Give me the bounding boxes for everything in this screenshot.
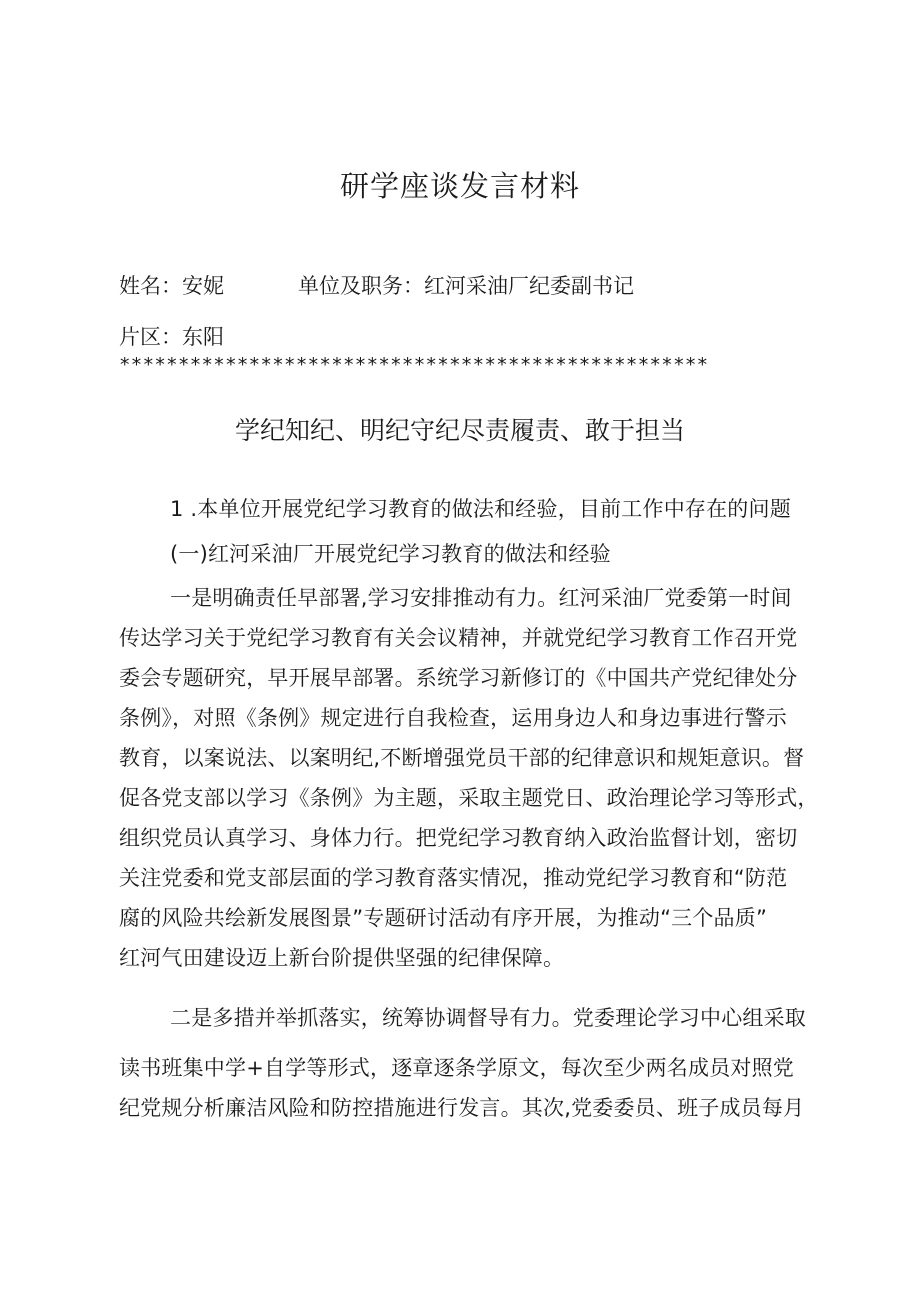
paragraph-line: 条例》，对照《条例》规定进行自我检查，运用身边人和身边事进行警示 <box>119 706 787 730</box>
paragraph-line: 关注党委和党支部层面的学习教育落实情况，推动党纪学习教育和“防范 <box>119 866 788 890</box>
author-name: 姓名：安妮 <box>119 274 224 298</box>
paragraph-line: 红河气田建设迈上新台阶提供坚强的纪律保障。 <box>119 946 565 970</box>
paragraph-line: 委会专题研究，早开展早部署。系统学习新修订的《中国共产党纪律处分 <box>119 666 798 690</box>
paragraph-line: 一是明确责任早部署,学习安排推动有力。红河采油厂党委第一时间 <box>170 586 792 610</box>
paragraph-line: 组织党员认真学习、身体力行。把党纪学习教育纳入政治监督计划，密切 <box>119 826 798 850</box>
document-title: 研学座谈发言材料 <box>339 169 580 203</box>
paragraph-line: 二是多措并举抓落实，统筹协调督导有力。党委理论学习中心组采取 <box>170 1006 806 1030</box>
section-heading: 1 .本单位开展党纪学习教育的做法和经验，目前工作中存在的问题 <box>170 497 791 521</box>
paragraph-line: 传达学习关于党纪学习教育有关会议精神，并就党纪学习教育工作召开党 <box>119 626 798 650</box>
separator-line: ************************************************** <box>119 354 709 376</box>
subsection-heading: (一)红河采油厂开展党纪学习教育的做法和经验 <box>170 542 611 566</box>
paragraph-line: 教育，以案说法、以案明纪,不断增强党员干部的纪律意识和规矩意识。督 <box>119 746 805 770</box>
author-area: 片区：东阳 <box>119 325 224 349</box>
paragraph-line: 促各党支部以学习《条例》为主题，采取主题党日、政治理论学习等形式， <box>119 786 819 810</box>
author-unit-position: 单位及职务：红河采油厂纪委副书记 <box>298 274 634 298</box>
paragraph-line: 读书班集中学+自学等形式，逐章逐条学原文，每次至少两名成员对照党 <box>119 1056 794 1080</box>
document-subtitle: 学纪知纪、明纪守纪尽责履责、敢于担当 <box>234 416 685 445</box>
paragraph-line: 腐的风险共绘新发展图景”专题研讨活动有序开展，为推动“三个品质” <box>119 906 768 930</box>
paragraph-line: 纪党规分析廉洁风险和防控措施进行发言。其次,党委委员、班子成员每月 <box>119 1096 805 1120</box>
